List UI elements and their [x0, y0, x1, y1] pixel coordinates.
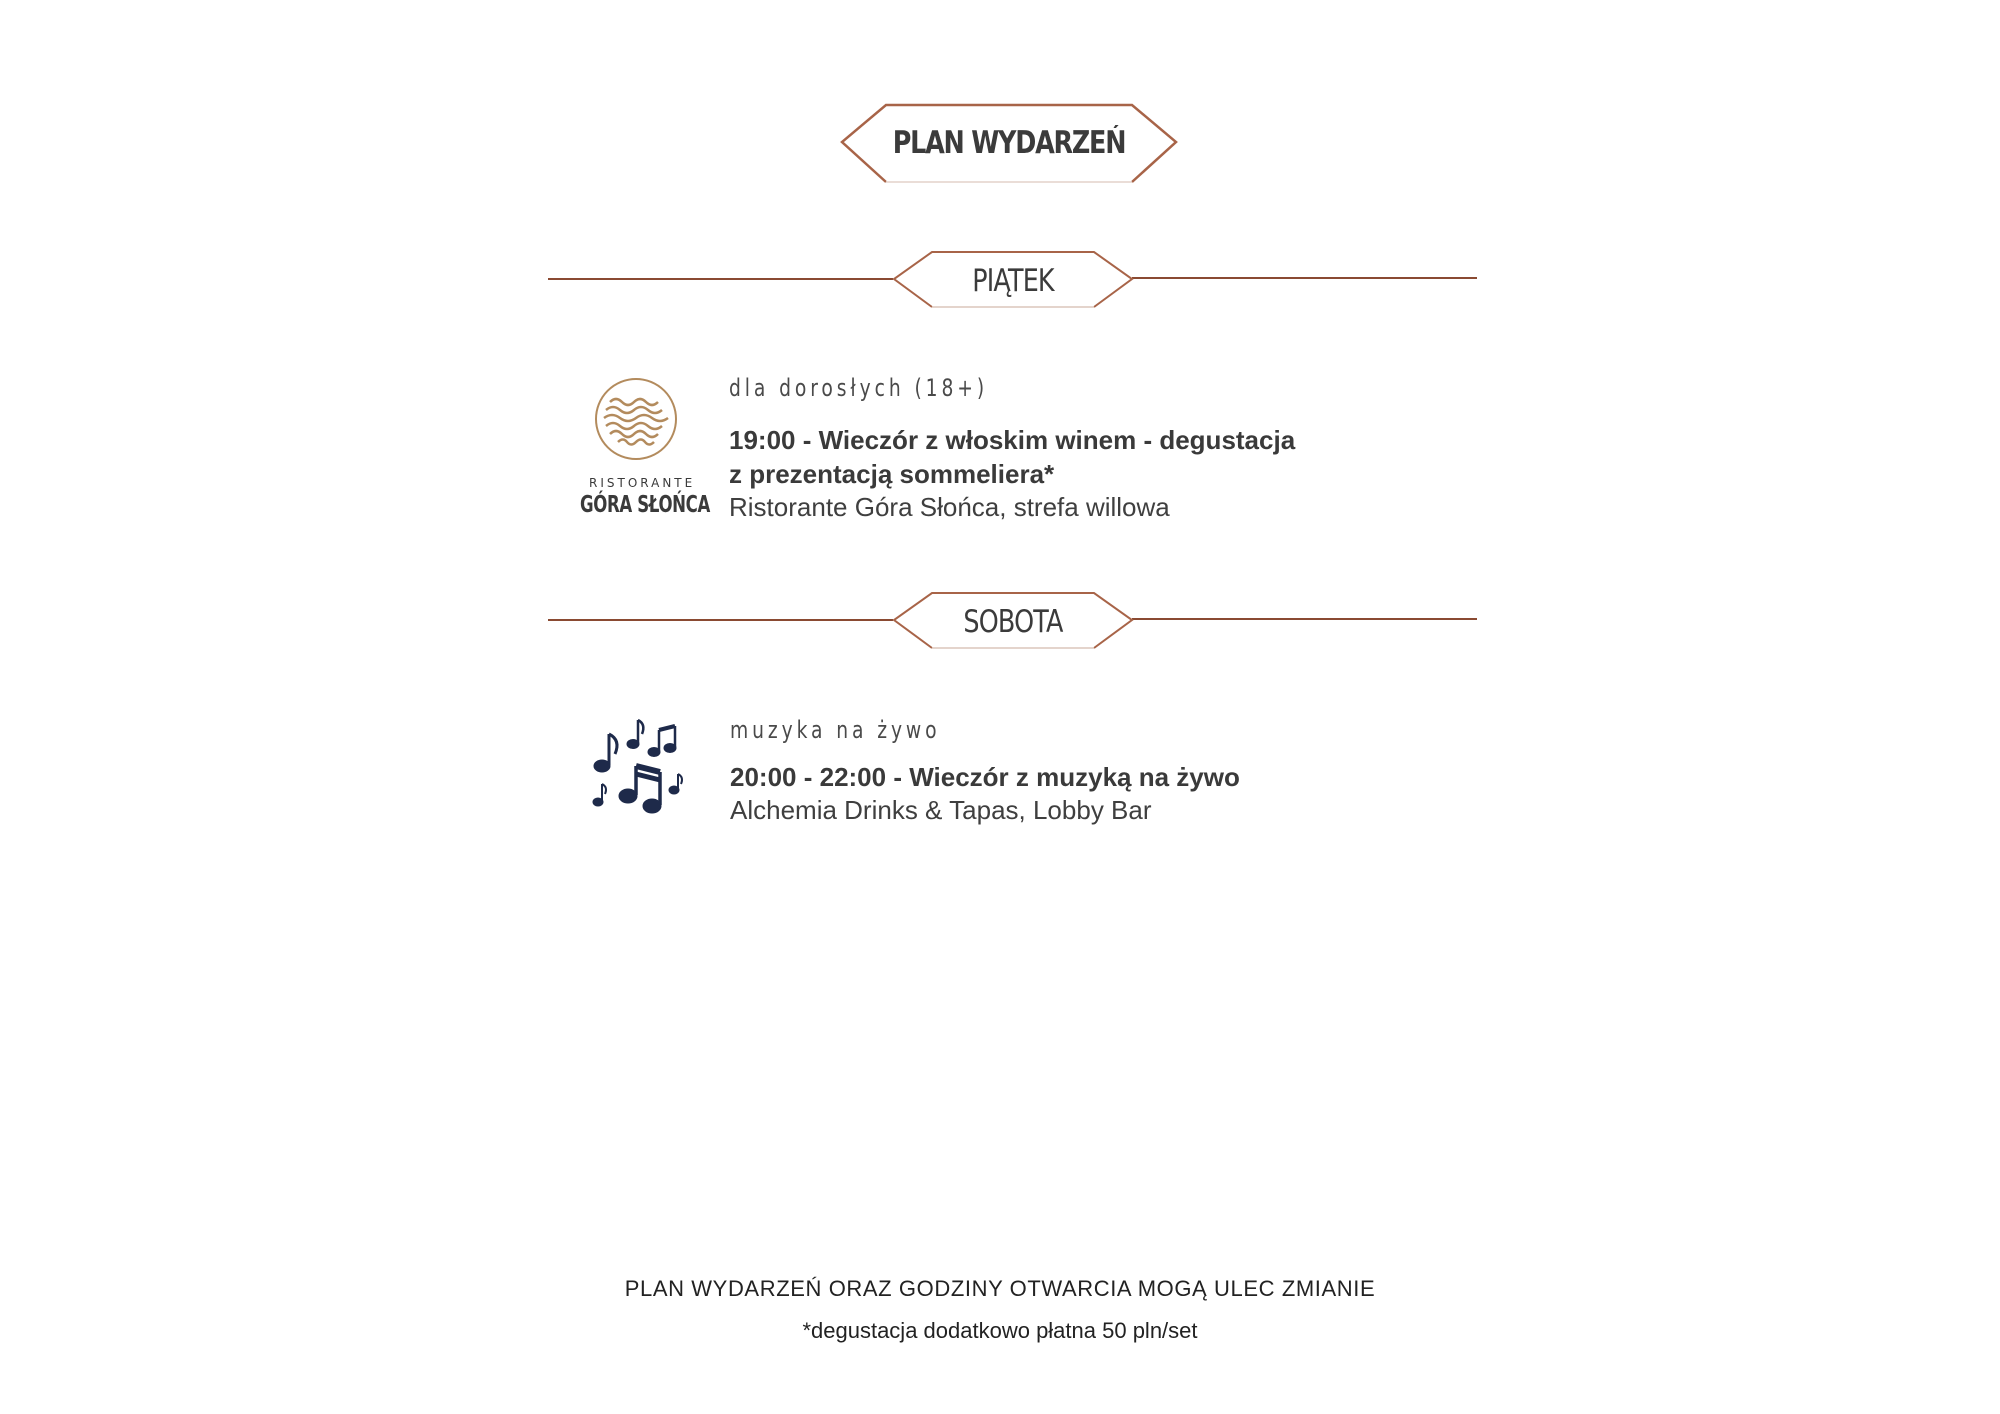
event-title-line-1: 19:00 - Wieczór z włoskim winem - degustacja	[729, 425, 1296, 455]
event-location: Alchemia Drinks & Tapas, Lobby Bar	[730, 795, 1152, 825]
day-label: SOBOTA	[963, 604, 1063, 640]
event-location: Ristorante Góra Słońca, strefa willowa	[729, 492, 1170, 522]
page-title: PLAN WYDARZEŃ	[892, 125, 1126, 161]
logo-text-top: RISTORANTE	[589, 476, 696, 490]
divider-line-left	[548, 278, 893, 280]
page-title-banner	[838, 103, 1180, 183]
divider-line-right	[1132, 618, 1477, 620]
event-title-line-2: z prezentacją sommeliera*	[729, 459, 1055, 489]
music-notes-icon	[590, 716, 686, 820]
music-notes-icon-graphic	[590, 716, 686, 820]
divider-line-right	[1132, 277, 1477, 279]
day-banner-saturday	[892, 591, 1134, 649]
event-title	[729, 423, 1295, 491]
day-banner-friday	[892, 250, 1134, 308]
day-label: PIĄTEK	[972, 263, 1054, 299]
event-category: dla dorosłych (18+)	[729, 374, 989, 402]
divider-line-left	[548, 619, 893, 621]
ristorante-gora-slonca-logo	[576, 376, 710, 522]
schedule-change-notice: PLAN WYDARZEŃ ORAZ GODZINY OTWARCIA MOGĄ ULEC ZMIANIE	[624, 1276, 1376, 1301]
logo-text-bottom: GÓRA SŁOŃCA	[580, 492, 710, 518]
event-title	[730, 760, 1240, 794]
event-title-line-1: 20:00 - 22:00 - Wieczór z muzyką na żywo	[730, 762, 1240, 792]
tasting-fee-footnote: *degustacja dodatkowo płatna 50 pln/set	[802, 1318, 1198, 1343]
sun-waves-icon	[576, 376, 696, 466]
event-category: muzyka na żywo	[730, 716, 941, 744]
